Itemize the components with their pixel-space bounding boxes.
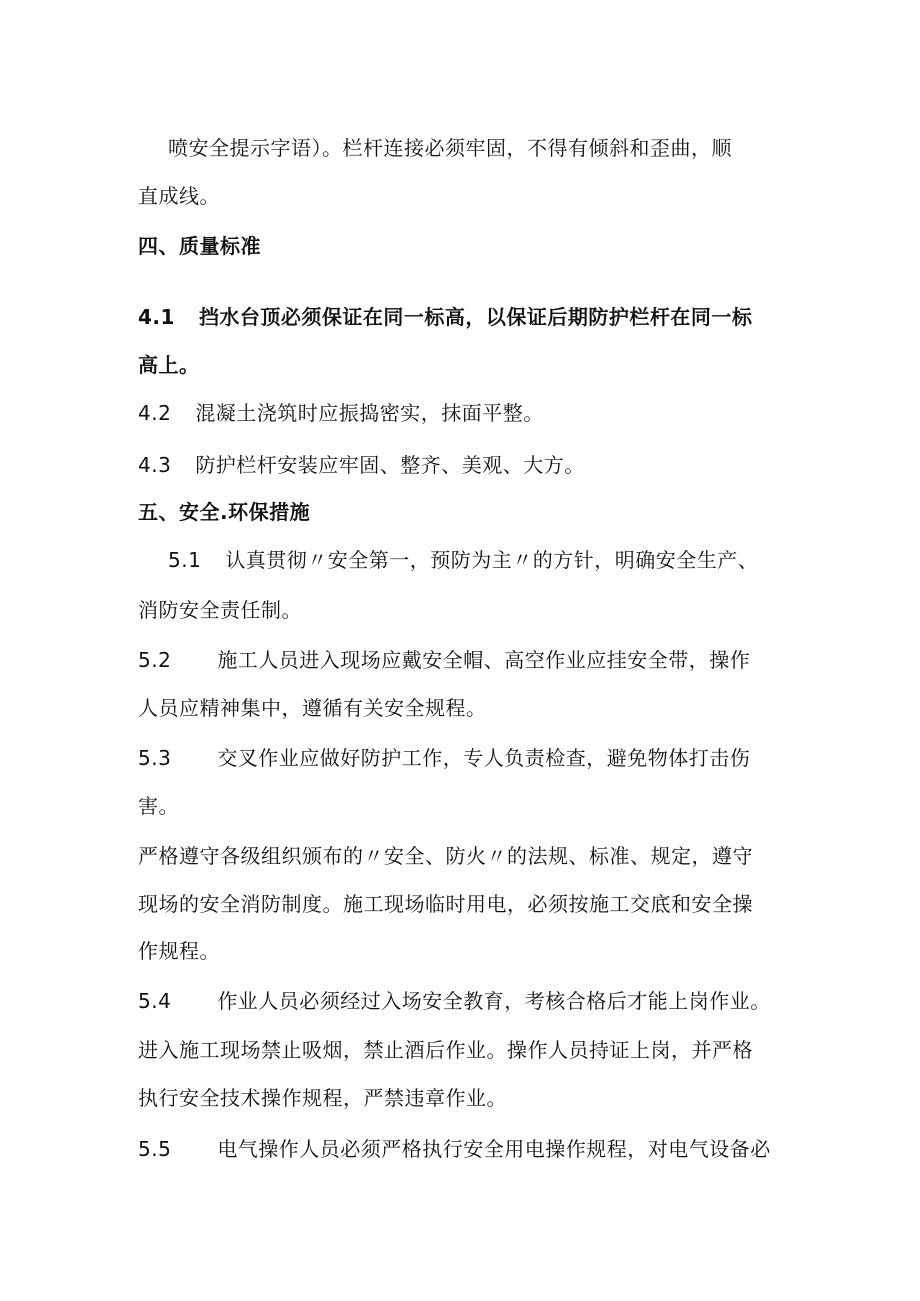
- paragraph-line: 执行安全技术操作规程，严禁违章作业。: [138, 1086, 507, 1110]
- list-item: 5.1 认真贯彻〃安全第一，预防为主〃的方针，明确安全生产、: [168, 548, 759, 572]
- section-heading: 五、安全.环保措施: [138, 500, 311, 524]
- list-item: 5.4 作业人员必须经过入场安全教育，考核合格后才能上岗作业。: [138, 989, 771, 1013]
- item-number: 5.1: [168, 548, 202, 572]
- paragraph-line: 喷安全提示字语）。栏杆连接必须牢固，不得有倾斜和歪曲，顺: [168, 136, 732, 160]
- list-item: 4.1 挡水台顶必须保证在同一标高，以保证后期防护栏杆在同一标: [138, 305, 753, 329]
- list-item: 5.3 交叉作业应做好防护工作，专人负责检查，避免物体打击伤: [138, 746, 751, 770]
- list-item: 5.5 电气操作人员必须严格执行安全用电操作规程，对电气设备必: [138, 1137, 771, 1161]
- paragraph-line: 人员应精神集中，遵循有关安全规程。: [138, 696, 487, 720]
- item-number: 4.3: [138, 453, 172, 477]
- paragraph-line: 消防安全责任制。: [138, 598, 302, 622]
- item-number: 4.1: [138, 305, 175, 329]
- paragraph-line: 现场的安全消防制度。施工现场临时用电，必须按施工交底和安全操: [138, 892, 753, 916]
- paragraph-line: 害。: [138, 794, 179, 818]
- item-number: 5.2: [138, 648, 172, 672]
- paragraph-line: 严格遵守各级组织颁布的〃安全、防火〃的法规、标准、规定，遵守: [138, 844, 753, 868]
- section-heading: 四、质量标准: [138, 234, 261, 258]
- list-item: 5.2 施工人员进入现场应戴安全帽、高空作业应挂安全带，操作: [138, 648, 751, 672]
- list-item: 4.3 防护栏杆安装应牢固、整齐、美观、大方。: [138, 453, 585, 477]
- item-number: 5.5: [138, 1137, 172, 1161]
- paragraph-line: 高上。: [138, 353, 200, 377]
- paragraph-line: 作规程。: [138, 939, 220, 963]
- item-number: 5.4: [138, 989, 172, 1013]
- item-number: 5.3: [138, 746, 172, 770]
- list-item: 4.2 混凝土浇筑时应振捣密实，抹面平整。: [138, 401, 544, 425]
- item-number: 4.2: [138, 401, 172, 425]
- paragraph-line: 直成线。: [138, 184, 220, 208]
- paragraph-line: 进入施工现场禁止吸烟，禁止酒后作业。操作人员持证上岗，并严格: [138, 1038, 753, 1062]
